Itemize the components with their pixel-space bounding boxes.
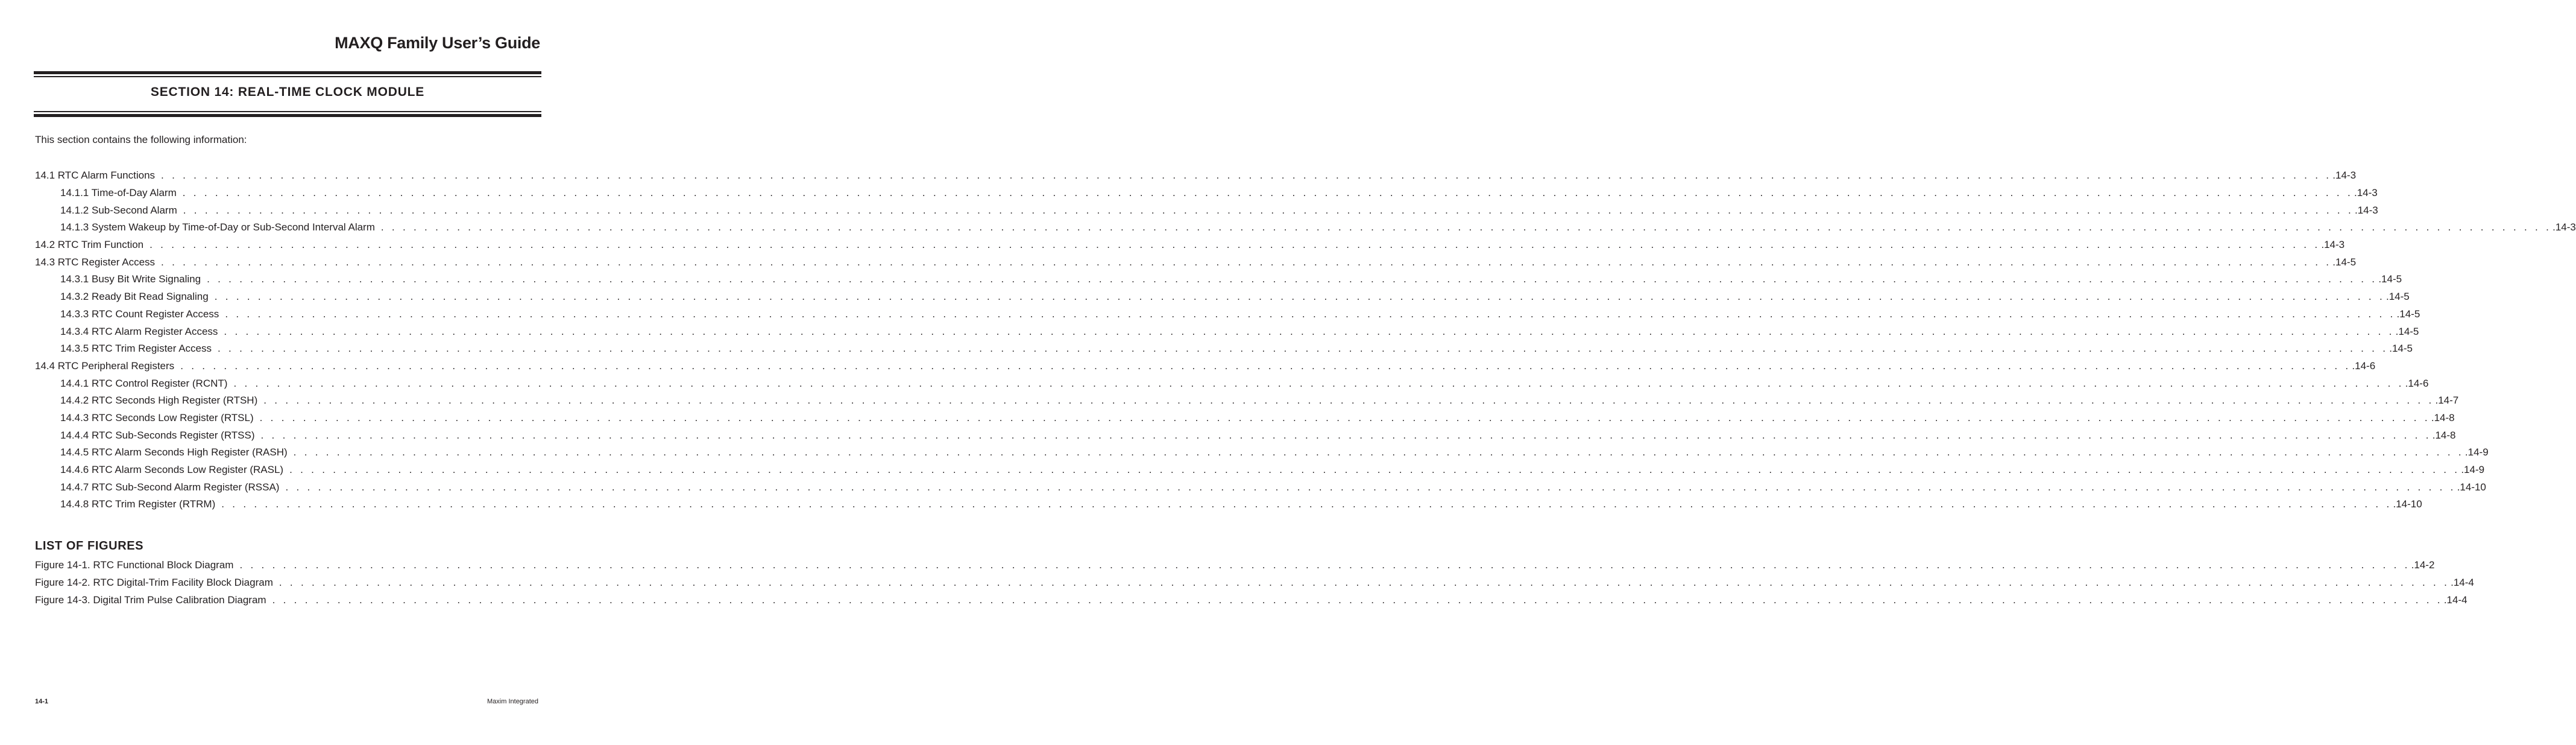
table-of-contents (35, 167, 2576, 513)
toc-entry[interactable] (35, 323, 2419, 340)
toc-entry-page: .14-3 (2552, 221, 2576, 233)
toc-entry-page: .14-7 (2435, 395, 2459, 407)
dot-leader: . . . . . . . . . . . . . . . . . . . . . . . . . . . . . . . . . . . . . . . . . . . . . . . . . . . . . . . . . . . . . . . . . . . . . . . . . . . . . . . . . . . . . . . . . . . . . . . . . . . . . . . . . . . . . . . . . . . . . . . . . . . . . . . . . . . . . . . . . . . . . . . . . . . . . . . . . . . . . . . . . . . . . . . . . . . . . . . . . . . . . . . . . . . . . . . . . . . . . . . . (380, 221, 2552, 233)
dot-leader: . . . . . . . . . . . . . . . . . . . . . . . . . . . . . . . . . . . . . . . . . . . . . . . . . . . . . . . . . . . . . . . . . . . . . . . . . . . . . . . . . . . . . . . . . . . . . . . . . . . . . . . . . . . . . . . . . . . . . . . . . . . . . . . . . . . . . . . . . . . . . . . . . . . . . . . . . . . . . . . . . . . . . . . . . . . . . . . . . . . . . . . . . . . . . . . . . . . . . . . . (289, 464, 2460, 476)
toc-entry[interactable] (35, 392, 2459, 410)
toc-entry[interactable] (35, 185, 2378, 202)
figure-entry[interactable] (35, 557, 2435, 574)
toc-entry[interactable] (35, 219, 2576, 236)
toc-entry-page: .14-3 (2354, 204, 2378, 216)
toc-entry-title: 14.4.8 RTC Trim Register (RTRM) (60, 498, 216, 510)
toc-entry[interactable] (35, 426, 2456, 444)
dot-leader: . . . . . . . . . . . . . . . . . . . . . . . . . . . . . . . . . . . . . . . . . . . . . . . . . . . . . . . . . . . . . . . . . . . . . . . . . . . . . . . . . . . . . . . . . . . . . . . . . . . . . . . . . . . . . . . . . . . . . . . . . . . . . . . . . . . . . . . . . . . . . . . . . . . . . . . . . . . . . . . . . . . . . . . . . . . . . . . . . . . . . . . . . . . . . . . . . . . . . . . . (285, 481, 2456, 493)
section-heading: SECTION 14: REAL-TIME CLOCK MODULE (150, 85, 425, 99)
toc-entry-page: .14-3 (2332, 170, 2357, 182)
figure-entry-page: .14-2 (2411, 559, 2435, 571)
toc-entry-title: 14.1.2 Sub-Second Alarm (60, 204, 177, 216)
figure-entry-title: Figure 14-1. RTC Functional Block Diagram (35, 559, 234, 571)
toc-entry-title: 14.3.2 Ready Bit Read Signaling (60, 291, 209, 303)
toc-entry-page: .14-6 (2405, 377, 2429, 389)
dot-leader: . . . . . . . . . . . . . . . . . . . . . . . . . . . . . . . . . . . . . . . . . . . . . . . . . . . . . . . . . . . . . . . . . . . . . . . . . . . . . . . . . . . . . . . . . . . . . . . . . . . . . . . . . . . . . . . . . . . . . . . . . . . . . . . . . . . . . . . . . . . . . . . . . . . . . . . . . . . . . . . . . . . . . . . . . . . . . . . . . . . . . . . . . . . . . . . . . . . . . . . . (239, 559, 2410, 571)
figure-entry[interactable] (35, 574, 2474, 592)
toc-entry[interactable] (35, 253, 2357, 271)
toc-entry[interactable] (35, 410, 2455, 427)
toc-entry-title: 14.4.3 RTC Seconds Low Register (RTSL) (60, 411, 254, 423)
dot-leader: . . . . . . . . . . . . . . . . . . . . . . . . . . . . . . . . . . . . . . . . . . . . . . . . . . . . . . . . . . . . . . . . . . . . . . . . . . . . . . . . . . . . . . . . . . . . . . . . . . . . . . . . . . . . . . . . . . . . . . . . . . . . . . . . . . . . . . . . . . . . . . . . . . . . . . . . . . . . . . . . . . . . . . . . . . . . . . . . . . . . . . . . . . . . . . . . . . . . . . . . (233, 377, 2404, 389)
toc-entry-page: .14-9 (2464, 446, 2489, 458)
dot-leader: . . . . . . . . . . . . . . . . . . . . . . . . . . . . . . . . . . . . . . . . . . . . . . . . . . . . . . . . . . . . . . . . . . . . . . . . . . . . . . . . . . . . . . . . . . . . . . . . . . . . . . . . . . . . . . . . . . . . . . . . . . . . . . . . . . . . . . . . . . . . . . . . . . . . . . . . . . . . . . . . . . . . . . . . . . . . . . . . . . . . . . . . . . . . . . . . . . . . . . . . (263, 395, 2434, 407)
toc-entry-page: .14-10 (2393, 498, 2422, 510)
toc-entry-page: .14-9 (2461, 464, 2485, 476)
toc-entry[interactable] (35, 340, 2413, 358)
toc-entry-title: 14.2 RTC Trim Function (35, 239, 144, 251)
dot-leader: . . . . . . . . . . . . . . . . . . . . . . . . . . . . . . . . . . . . . . . . . . . . . . . . . . . . . . . . . . . . . . . . . . . . . . . . . . . . . . . . . . . . . . . . . . . . . . . . . . . . . . . . . . . . . . . . . . . . . . . . . . . . . . . . . . . . . . . . . . . . . . . . . . . . . . . . . . . . . . . . . . . . . . . . . . . . . . . . . . . . . . . . . . . . . . . . . . . . . . . . (279, 577, 2450, 589)
toc-entry-page: .14-8 (2432, 429, 2456, 441)
toc-entry[interactable] (35, 496, 2422, 513)
dot-leader: . . . . . . . . . . . . . . . . . . . . . . . . . . . . . . . . . . . . . . . . . . . . . . . . . . . . . . . . . . . . . . . . . . . . . . . . . . . . . . . . . . . . . . . . . . . . . . . . . . . . . . . . . . . . . . . . . . . . . . . . . . . . . . . . . . . . . . . . . . . . . . . . . . . . . . . . . . . . . . . . . . . . . . . . . . . . . . . . . . . . . . . . . . . . . . . . . . . . . . . . (150, 239, 2320, 251)
figure-entry-page: .14-4 (2451, 577, 2474, 589)
list-of-figures-heading: LIST OF FIGURES (35, 539, 144, 553)
dot-leader: . . . . . . . . . . . . . . . . . . . . . . . . . . . . . . . . . . . . . . . . . . . . . . . . . . . . . . . . . . . . . . . . . . . . . . . . . . . . . . . . . . . . . . . . . . . . . . . . . . . . . . . . . . . . . . . . . . . . . . . . . . . . . . . . . . . . . . . . . . . . . . . . . . . . . . . . . . . . . . . . . . . . . . . . . . . . . . . . . . . . . . . . . . . . . . . . . . . . . . . . (207, 273, 2378, 285)
toc-entry-page: .14-5 (2332, 256, 2357, 268)
footer-page-number: 14-1 (35, 698, 49, 705)
top-rule-thin (34, 76, 541, 77)
toc-entry-page: .14-3 (2321, 239, 2345, 251)
footer-company: Maxim Integrated (487, 698, 538, 705)
toc-entry-title: 14.4.7 RTC Sub-Second Alarm Register (RSSA) (60, 481, 280, 493)
toc-entry-page: .14-5 (2389, 343, 2413, 355)
toc-entry-title: 14.3.4 RTC Alarm Register Access (60, 325, 218, 337)
toc-entry-title: 14.1.3 System Wakeup by Time-of-Day or Sub-Second Interval Alarm (60, 221, 375, 233)
toc-entry-title: 14.3.1 Busy Bit Write Signaling (60, 273, 201, 285)
intro-text: This section contains the following information: (35, 134, 247, 145)
toc-entry-title: 14.4.1 RTC Control Register (RCNT) (60, 377, 228, 389)
dot-leader: . . . . . . . . . . . . . . . . . . . . . . . . . . . . . . . . . . . . . . . . . . . . . . . . . . . . . . . . . . . . . . . . . . . . . . . . . . . . . . . . . . . . . . . . . . . . . . . . . . . . . . . . . . . . . . . . . . . . . . . . . . . . . . . . . . . . . . . . . . . . . . . . . . . . . . . . . . . . . . . . . . . . . . . . . . . . . . . . . . . . . . . . . . . . . . . . . . . . . . . . (293, 446, 2464, 458)
toc-entry-page: .14-8 (2431, 411, 2455, 423)
toc-entry[interactable] (35, 461, 2485, 479)
toc-entry-page: .14-5 (2396, 308, 2420, 320)
toc-entry[interactable] (35, 306, 2420, 323)
dot-leader: . . . . . . . . . . . . . . . . . . . . . . . . . . . . . . . . . . . . . . . . . . . . . . . . . . . . . . . . . . . . . . . . . . . . . . . . . . . . . . . . . . . . . . . . . . . . . . . . . . . . . . . . . . . . . . . . . . . . . . . . . . . . . . . . . . . . . . . . . . . . . . . . . . . . . . . . . . . . . . . . . . . . . . . . . . . . . . . . . . . . . . . . . . . . . . . . . . . . . . . . (182, 187, 2353, 199)
toc-entry-title: 14.1.1 Time-of-Day Alarm (60, 187, 177, 199)
toc-entry-title: 14.4.6 RTC Alarm Seconds Low Register (RASL) (60, 464, 284, 476)
toc-entry[interactable] (35, 288, 2410, 306)
toc-entry-page: .14-6 (2352, 360, 2376, 372)
toc-entry-title: 14.3.5 RTC Trim Register Access (60, 343, 212, 355)
toc-entry-title: 14.3.3 RTC Count Register Access (60, 308, 219, 320)
dot-leader: . . . . . . . . . . . . . . . . . . . . . . . . . . . . . . . . . . . . . . . . . . . . . . . . . . . . . . . . . . . . . . . . . . . . . . . . . . . . . . . . . . . . . . . . . . . . . . . . . . . . . . . . . . . . . . . . . . . . . . . . . . . . . . . . . . . . . . . . . . . . . . . . . . . . . . . . . . . . . . . . . . . . . . . . . . . . . . . . . . . . . . . . . . . . . . . . . . . . . . . . (214, 291, 2385, 303)
toc-entry[interactable] (35, 444, 2489, 461)
toc-entry-page: .14-5 (2378, 273, 2402, 285)
bottom-rule-thick (34, 114, 541, 117)
dot-leader: . . . . . . . . . . . . . . . . . . . . . . . . . . . . . . . . . . . . . . . . . . . . . . . . . . . . . . . . . . . . . . . . . . . . . . . . . . . . . . . . . . . . . . . . . . . . . . . . . . . . . . . . . . . . . . . . . . . . . . . . . . . . . . . . . . . . . . . . . . . . . . . . . . . . . . . . . . . . . . . . . . . . . . . . . . . . . . . . . . . . . . . . . . . . . . . . . . . . . . . . (259, 411, 2430, 423)
dot-leader: . . . . . . . . . . . . . . . . . . . . . . . . . . . . . . . . . . . . . . . . . . . . . . . . . . . . . . . . . . . . . . . . . . . . . . . . . . . . . . . . . . . . . . . . . . . . . . . . . . . . . . . . . . . . . . . . . . . . . . . . . . . . . . . . . . . . . . . . . . . . . . . . . . . . . . . . . . . . . . . . . . . . . . . . . . . . . . . . . . . . . . . . . . . . . . . . . . . . . . . . (183, 204, 2354, 216)
toc-entry[interactable] (35, 271, 2402, 288)
figure-entry-title: Figure 14-3. Digital Trim Pulse Calibration Diagram (35, 594, 266, 606)
toc-entry[interactable] (35, 167, 2357, 185)
toc-entry-page: .14-3 (2354, 187, 2378, 199)
toc-entry[interactable] (35, 375, 2429, 392)
toc-entry-page: .14-5 (2395, 325, 2419, 337)
toc-entry[interactable] (35, 358, 2376, 375)
bottom-rule-thin (34, 111, 541, 112)
toc-entry-title: 14.1 RTC Alarm Functions (35, 170, 156, 182)
dot-leader: . . . . . . . . . . . . . . . . . . . . . . . . . . . . . . . . . . . . . . . . . . . . . . . . . . . . . . . . . . . . . . . . . . . . . . . . . . . . . . . . . . . . . . . . . . . . . . . . . . . . . . . . . . . . . . . . . . . . . . . . . . . . . . . . . . . . . . . . . . . . . . . . . . . . . . . . . . . . . . . . . . . . . . . . . . . . . . . . . . . . . . . . . . . . . . . . . . . . . . . . (272, 594, 2443, 606)
top-rule-thick (34, 71, 541, 74)
dot-leader: . . . . . . . . . . . . . . . . . . . . . . . . . . . . . . . . . . . . . . . . . . . . . . . . . . . . . . . . . . . . . . . . . . . . . . . . . . . . . . . . . . . . . . . . . . . . . . . . . . . . . . . . . . . . . . . . . . . . . . . . . . . . . . . . . . . . . . . . . . . . . . . . . . . . . . . . . . . . . . . . . . . . . . . . . . . . . . . . . . . . . . . . . . . . . . . . . . . . . . . . (224, 325, 2395, 337)
figure-entry[interactable] (35, 591, 2467, 609)
toc-entry-title: 14.4.4 RTC Sub-Seconds Register (RTSS) (60, 429, 255, 441)
dot-leader: . . . . . . . . . . . . . . . . . . . . . . . . . . . . . . . . . . . . . . . . . . . . . . . . . . . . . . . . . . . . . . . . . . . . . . . . . . . . . . . . . . . . . . . . . . . . . . . . . . . . . . . . . . . . . . . . . . . . . . . . . . . . . . . . . . . . . . . . . . . . . . . . . . . . . . . . . . . . . . . . . . . . . . . . . . . . . . . . . . . . . . . . . . . . . . . . . . . . . . . . (161, 170, 2332, 182)
dot-leader: . . . . . . . . . . . . . . . . . . . . . . . . . . . . . . . . . . . . . . . . . . . . . . . . . . . . . . . . . . . . . . . . . . . . . . . . . . . . . . . . . . . . . . . . . . . . . . . . . . . . . . . . . . . . . . . . . . . . . . . . . . . . . . . . . . . . . . . . . . . . . . . . . . . . . . . . . . . . . . . . . . . . . . . . . . . . . . . . . . . . . . . . . . . . . . . . . . . . . . . . (180, 360, 2351, 372)
document-title: MAXQ Family User’s Guide (335, 34, 540, 52)
list-of-figures (35, 557, 2474, 609)
toc-entry-page: .14-5 (2385, 291, 2410, 303)
dot-leader: . . . . . . . . . . . . . . . . . . . . . . . . . . . . . . . . . . . . . . . . . . . . . . . . . . . . . . . . . . . . . . . . . . . . . . . . . . . . . . . . . . . . . . . . . . . . . . . . . . . . . . . . . . . . . . . . . . . . . . . . . . . . . . . . . . . . . . . . . . . . . . . . . . . . . . . . . . . . . . . . . . . . . . . . . . . . . . . . . . . . . . . . . . . . . . . . . . . . . . . . (260, 429, 2431, 441)
toc-entry[interactable] (35, 201, 2378, 219)
toc-entry[interactable] (35, 236, 2345, 254)
toc-entry-title: 14.3 RTC Register Access (35, 256, 156, 268)
toc-entry-title: 14.4.5 RTC Alarm Seconds High Register (RASH) (60, 446, 288, 458)
dot-leader: . . . . . . . . . . . . . . . . . . . . . . . . . . . . . . . . . . . . . . . . . . . . . . . . . . . . . . . . . . . . . . . . . . . . . . . . . . . . . . . . . . . . . . . . . . . . . . . . . . . . . . . . . . . . . . . . . . . . . . . . . . . . . . . . . . . . . . . . . . . . . . . . . . . . . . . . . . . . . . . . . . . . . . . . . . . . . . . . . . . . . . . . . . . . . . . . . . . . . . . . (225, 308, 2396, 320)
toc-entry-title: 14.4.2 RTC Seconds High Register (RTSH) (60, 395, 258, 407)
toc-entry-page: .14-10 (2457, 481, 2486, 493)
toc-entry-title: 14.4 RTC Peripheral Registers (35, 360, 175, 372)
dot-leader: . . . . . . . . . . . . . . . . . . . . . . . . . . . . . . . . . . . . . . . . . . . . . . . . . . . . . . . . . . . . . . . . . . . . . . . . . . . . . . . . . . . . . . . . . . . . . . . . . . . . . . . . . . . . . . . . . . . . . . . . . . . . . . . . . . . . . . . . . . . . . . . . . . . . . . . . . . . . . . . . . . . . . . . . . . . . . . . . . . . . . . . . . . . . . . . . . . . . . . . . (218, 343, 2389, 355)
dot-leader: . . . . . . . . . . . . . . . . . . . . . . . . . . . . . . . . . . . . . . . . . . . . . . . . . . . . . . . . . . . . . . . . . . . . . . . . . . . . . . . . . . . . . . . . . . . . . . . . . . . . . . . . . . . . . . . . . . . . . . . . . . . . . . . . . . . . . . . . . . . . . . . . . . . . . . . . . . . . . . . . . . . . . . . . . . . . . . . . . . . . . . . . . . . . . . . . . . . . . . . . (161, 256, 2332, 268)
figure-entry-title: Figure 14-2. RTC Digital-Trim Facility Block Diagram (35, 577, 273, 589)
figure-entry-page: .14-4 (2443, 594, 2467, 606)
toc-entry[interactable] (35, 478, 2486, 496)
dot-leader: . . . . . . . . . . . . . . . . . . . . . . . . . . . . . . . . . . . . . . . . . . . . . . . . . . . . . . . . . . . . . . . . . . . . . . . . . . . . . . . . . . . . . . . . . . . . . . . . . . . . . . . . . . . . . . . . . . . . . . . . . . . . . . . . . . . . . . . . . . . . . . . . . . . . . . . . . . . . . . . . . . . . . . . . . . . . . . . . . . . . . . . . . . . . . . . . . . . . . . . . (221, 498, 2392, 510)
